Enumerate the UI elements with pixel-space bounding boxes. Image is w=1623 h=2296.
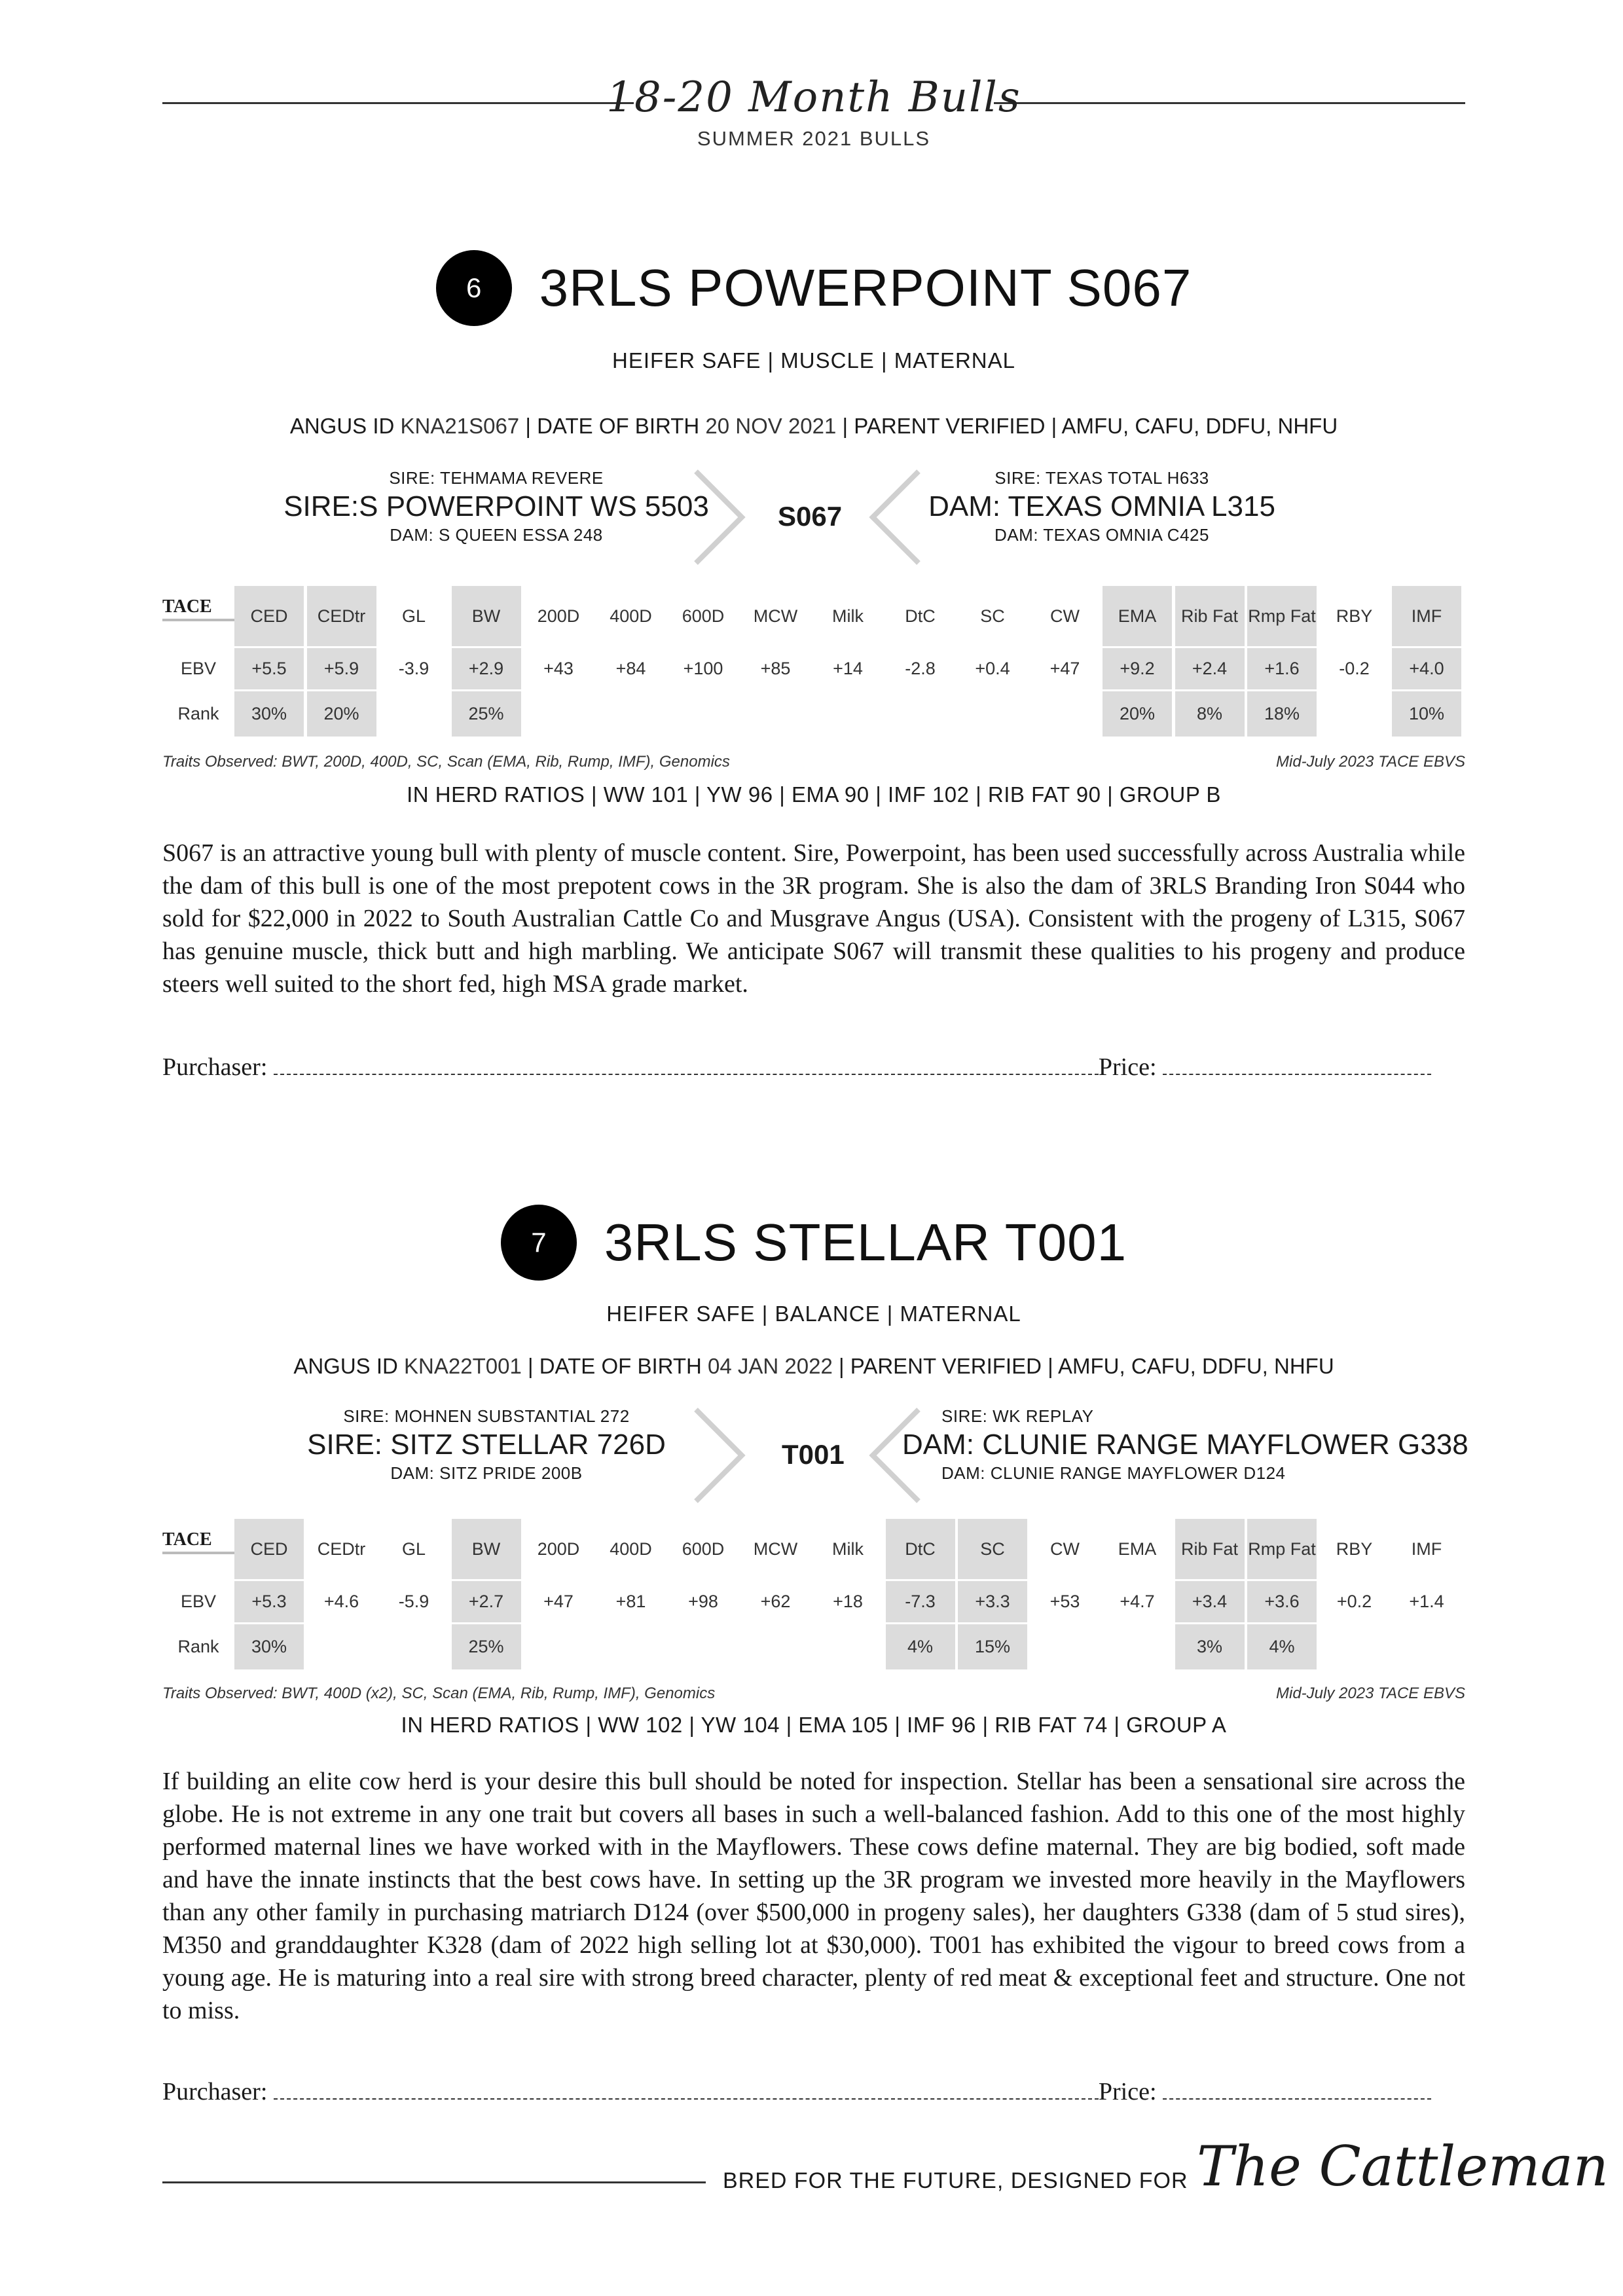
trait-header: CW [1050, 606, 1080, 626]
row-label-ebv: EBV [180, 659, 217, 678]
ebv-column-mcw [741, 586, 811, 737]
trait-rank [524, 1624, 593, 1669]
sire-label: SIRE: [283, 490, 359, 522]
trait-header: Rib Fat [1180, 606, 1239, 626]
trait-ebv: +5.9 [323, 659, 359, 678]
bull-tagline: HEIFER SAFE | BALANCE | MATERNAL [606, 1302, 1021, 1326]
ebv-column-rib-fat [1175, 1519, 1245, 1669]
dam-dam: DAM: CLUNIE RANGE MAYFLOWER D124 [941, 1463, 1286, 1483]
trait-header: RBY [1336, 1539, 1373, 1559]
ebv-table [162, 586, 1465, 737]
purchaser-field[interactable] [274, 2080, 1099, 2100]
dob-value: 04 JAN 2022 [708, 1354, 833, 1378]
trait-rank: 25% [468, 704, 504, 723]
trait-rank: 30% [251, 704, 287, 723]
trait-header: MCW [753, 606, 798, 626]
ebv-column-600d [668, 586, 738, 737]
trait-rank: 20% [1119, 704, 1156, 723]
dob-label: | DATE OF BIRTH [527, 1354, 702, 1378]
dam-name-line [902, 1427, 1468, 1463]
cell-divider [1392, 646, 1461, 648]
footer-text: BRED FOR THE FUTURE, DESIGNED FOR [723, 2168, 1188, 2193]
trait-rank [958, 691, 1027, 737]
ebv-column-imf [1392, 1519, 1461, 1669]
cell-divider [452, 1622, 521, 1624]
ebv-date: Mid-July 2023 TACE EBVS [1276, 1685, 1465, 1702]
cell-divider [234, 689, 304, 691]
trait-rank [596, 1624, 666, 1669]
cell-divider [1175, 646, 1245, 648]
trait-header: Milk [832, 606, 864, 626]
trait-rank: 25% [468, 1637, 504, 1656]
trait-ebv: -3.9 [398, 659, 429, 678]
sire-name: SITZ STELLAR 726D [390, 1429, 666, 1461]
dam-block [902, 468, 1302, 545]
price-field[interactable] [1163, 1055, 1431, 1075]
trait-ebv: +2.9 [468, 659, 504, 678]
ebv-column-ema [1103, 1519, 1172, 1669]
trait-ebv: +3.4 [1192, 1592, 1228, 1611]
trait-ebv: +0.4 [975, 659, 1010, 678]
trait-header: Rmp Fat [1248, 1539, 1316, 1559]
footer-rule [162, 2181, 706, 2183]
lot-number-badge: 7 [501, 1205, 577, 1281]
trait-header: DtC [905, 606, 936, 626]
trait-ebv: +2.7 [468, 1592, 504, 1611]
trait-header: BW [471, 606, 501, 626]
ebv-column-rby [1320, 586, 1389, 737]
ebv-column-imf [1392, 586, 1461, 737]
trait-header: BW [471, 1539, 501, 1559]
trait-header: 600D [682, 1539, 725, 1559]
trait-rank [813, 1624, 883, 1669]
dam-sire: SIRE: TEXAS TOTAL H633 [994, 468, 1209, 488]
trait-header: 400D [610, 1539, 652, 1559]
ebv-column-cedtr [307, 586, 376, 737]
in-herd-ratios: IN HERD RATIOS | WW 102 | YW 104 | EMA 105 | IMF 96 | RIB FAT 74 | GROUP A [401, 1713, 1227, 1737]
ebv-column-600d [668, 1519, 738, 1669]
angus-id-label: ANGUS ID [293, 1354, 398, 1378]
row-label-ebv: EBV [180, 1592, 217, 1611]
purchase-line [162, 1053, 1465, 1082]
ebv-column-cedtr [307, 1519, 376, 1669]
trait-header: IMF [1411, 606, 1442, 626]
trait-header: 400D [610, 606, 652, 626]
price-label: Price: [1098, 2078, 1157, 2105]
in-herd-ratios: IN HERD RATIOS | WW 101 | YW 96 | EMA 90 | IMF 102 | RIB FAT 90 | GROUP B [407, 782, 1221, 807]
sire-block [280, 468, 712, 545]
trait-header: SC [980, 606, 1005, 626]
ebv-column-bw [452, 586, 521, 737]
cell-divider [1103, 646, 1172, 648]
bull-tagline: HEIFER SAFE | MUSCLE | MATERNAL [612, 348, 1015, 373]
trait-ebv: +81 [615, 1592, 646, 1611]
bull-code: S067 [778, 501, 843, 532]
cell-divider [452, 646, 521, 648]
trait-header: CEDtr [317, 606, 366, 626]
pedigree [162, 468, 1465, 566]
trait-rank [307, 1624, 376, 1669]
trait-ebv: +62 [760, 1592, 791, 1611]
trait-ebv: +5.5 [251, 659, 287, 678]
sire-block [280, 1406, 693, 1484]
trait-ebv: +4.6 [323, 1592, 359, 1611]
trait-ebv: +2.4 [1192, 659, 1228, 678]
sire-name-line [280, 488, 712, 525]
cell-divider [1247, 1579, 1317, 1581]
dob-label: | DATE OF BIRTH [525, 414, 700, 438]
parent-verified: | PARENT VERIFIED | AMFU, CAFU, DDFU, NHFU [839, 1354, 1334, 1378]
header-subtitle: SUMMER 2021 BULLS [697, 127, 931, 150]
trait-ebv: +53 [1049, 1592, 1080, 1611]
trait-rank: 4% [1269, 1637, 1295, 1656]
tace-logo: TACE [162, 596, 212, 617]
purchase-line [162, 2077, 1465, 2106]
trait-rank: 18% [1264, 704, 1300, 723]
dam-label: DAM: [902, 1429, 974, 1461]
trait-header: CED [250, 1539, 288, 1559]
trait-rank [1030, 691, 1100, 737]
bull-name: 3RLS STELLAR T001 [604, 1213, 1127, 1271]
lot-title-row [162, 249, 1465, 327]
trait-ebv: +98 [688, 1592, 718, 1611]
trait-rank: 8% [1196, 704, 1223, 723]
trait-rank [1103, 1624, 1172, 1669]
trait-header: CW [1050, 1539, 1080, 1559]
trait-rank [1320, 691, 1389, 737]
angus-id-label: ANGUS ID [289, 414, 395, 438]
lot-6-section [162, 249, 1465, 1113]
trait-header: Rib Fat [1180, 1539, 1239, 1559]
bull-code: T001 [782, 1439, 845, 1470]
ebv-column-dtc [886, 1519, 955, 1669]
trait-rank [741, 1624, 811, 1669]
dam-sire: SIRE: WK REPLAY [941, 1406, 1094, 1426]
cell-divider [234, 646, 304, 648]
trait-rank: 15% [974, 1637, 1011, 1656]
ebv-column-rib-fat [1175, 586, 1245, 737]
dob-value: 20 NOV 2021 [705, 414, 837, 438]
page-footer [162, 2134, 1609, 2213]
ebv-column-200d [524, 1519, 593, 1669]
sire-sire: SIRE: TEHMAMA REVERE [389, 468, 604, 488]
trait-header: CED [250, 606, 288, 626]
trait-header: EMA [1118, 1539, 1157, 1559]
trait-header: 200D [537, 1539, 580, 1559]
trait-rank [379, 1624, 448, 1669]
cell-divider [958, 1579, 1027, 1581]
sire-dam: DAM: SITZ PRIDE 200B [390, 1463, 583, 1483]
cell-divider [886, 1622, 955, 1624]
trait-header: GL [401, 1539, 426, 1559]
cell-divider [1392, 689, 1461, 691]
trait-header: Milk [832, 1539, 864, 1559]
ebv-date: Mid-July 2023 TACE EBVS [1276, 753, 1465, 771]
sire-label: SIRE: [307, 1429, 383, 1461]
chevron-right-icon [693, 468, 752, 566]
cell-divider [1247, 689, 1317, 691]
price-field[interactable] [1163, 2080, 1431, 2100]
bull-description: S067 is an attractive young bull with plenty of muscle content. Sire, Powerpoint, has been used successfully across Australia while the dam of this bull is one of the most prepotent cows in the 3R program. She is also the dam of 3RLS Branding Iron S044 who sold for $22,000 in 2022 to South Australian Cattle Co and Musgrave Angus (USA). Consistent with the progeny of L315, S067 has genuine muscle, thick butt and high marbling. We anticipate S067 will transmit these qualities to his progeny and produce steers well suited to the short fed, high MSA grade market. [162, 839, 1465, 998]
tace-logo-mark [162, 619, 241, 621]
cell-divider [1175, 689, 1245, 691]
cell-divider [307, 646, 376, 648]
cell-divider [1175, 1622, 1245, 1624]
trait-ebv: +43 [543, 659, 574, 678]
purchaser-field[interactable] [274, 1055, 1099, 1075]
ebv-column-sc [958, 1519, 1027, 1669]
cell-divider [452, 1579, 521, 1581]
trait-ebv: +4.7 [1120, 1592, 1155, 1611]
trait-header: DtC [905, 1539, 936, 1559]
ebv-column-gl [379, 586, 448, 737]
ebv-column-ced [234, 586, 304, 737]
trait-ebv: +84 [615, 659, 646, 678]
trait-rank [379, 691, 448, 737]
trait-ebv: -7.3 [905, 1592, 936, 1611]
trait-rank: 20% [323, 704, 359, 723]
ebv-column-gl [379, 1519, 448, 1669]
ebv-column-400d [596, 1519, 666, 1669]
parent-verified: | PARENT VERIFIED | AMFU, CAFU, DDFU, NHFU [842, 414, 1338, 438]
traits-observed: Traits Observed: BWT, 200D, 400D, SC, Scan (EMA, Rib, Rump, IMF), Genomics [162, 753, 730, 771]
ebv-column-milk [813, 1519, 883, 1669]
trait-header: Rmp Fat [1248, 606, 1316, 626]
trait-rank [668, 691, 738, 737]
trait-ebv: +85 [760, 659, 791, 678]
chevron-right-icon [693, 1406, 752, 1504]
trait-ebv: +1.4 [1409, 1592, 1444, 1611]
trait-ebv: -2.8 [905, 659, 936, 678]
trait-rank [596, 691, 666, 737]
tace-logo: TACE [162, 1529, 212, 1550]
dam-block [902, 1406, 1468, 1484]
purchaser-label: Purchaser: [162, 2078, 268, 2105]
trait-ebv: -0.2 [1339, 659, 1370, 678]
row-label-rank: Rank [177, 704, 219, 723]
traits-observed-line [162, 753, 1465, 771]
dam-dam: DAM: TEXAS OMNIA C425 [994, 525, 1209, 545]
row-label-rank: Rank [177, 1637, 219, 1656]
trait-header: SC [980, 1539, 1005, 1559]
header-script-title: 18-20 Month Bulls [606, 73, 1021, 122]
trait-rank [668, 1624, 738, 1669]
trait-rank: 10% [1408, 704, 1445, 723]
trait-rank: 4% [907, 1637, 934, 1656]
trait-rank [886, 691, 955, 737]
ebv-column-dtc [886, 586, 955, 737]
trait-rank [1320, 1624, 1389, 1669]
price-label: Price: [1098, 1053, 1157, 1081]
trait-header: RBY [1336, 606, 1373, 626]
angus-id-line [162, 1354, 1465, 1379]
pedigree [162, 1406, 1468, 1504]
cell-divider [234, 1579, 304, 1581]
trait-header: 200D [537, 606, 580, 626]
trait-rank: 3% [1196, 1637, 1223, 1656]
traits-observed: Traits Observed: BWT, 400D (x2), SC, Scan (EMA, Rib, Rump, IMF), Genomics [162, 1685, 716, 1702]
ebv-column-ema [1103, 586, 1172, 737]
cell-divider [307, 689, 376, 691]
trait-ebv: +3.3 [975, 1592, 1010, 1611]
ebv-column-sc [958, 586, 1027, 737]
ebv-column-cw [1030, 586, 1100, 737]
trait-header: MCW [753, 1539, 798, 1559]
cell-divider [1175, 1579, 1245, 1581]
sire-dam: DAM: S QUEEN ESSA 248 [390, 525, 603, 545]
trait-ebv: +0.2 [1336, 1592, 1372, 1611]
dam-name-line [902, 488, 1302, 525]
trait-rank [813, 691, 883, 737]
tace-logo-mark [162, 1552, 241, 1554]
trait-ebv: +47 [543, 1592, 574, 1611]
ebv-column-milk [813, 586, 883, 737]
trait-header: CEDtr [317, 1539, 366, 1559]
trait-ebv: +14 [833, 659, 863, 678]
lot-number-badge: 6 [436, 250, 512, 326]
ebv-column-rmp-fat [1247, 586, 1317, 737]
trait-rank: 30% [251, 1637, 287, 1656]
trait-rank [524, 691, 593, 737]
angus-id-value: KNA21S067 [400, 414, 520, 438]
dam-name: TEXAS OMNIA L315 [1008, 490, 1275, 522]
trait-rank [1392, 1624, 1461, 1669]
sire-sire: SIRE: MOHNEN SUBSTANTIAL 272 [343, 1406, 630, 1426]
trait-ebv: +1.6 [1264, 659, 1300, 678]
ebv-column-mcw [741, 1519, 811, 1669]
sire-name-line [280, 1427, 693, 1463]
ebv-column-400d [596, 586, 666, 737]
sire-name: S POWERPOINT WS 5503 [359, 490, 709, 522]
lot-7-section [162, 1203, 1468, 2120]
cell-divider [1103, 689, 1172, 691]
cell-divider [958, 1622, 1027, 1624]
trait-ebv: +47 [1049, 659, 1080, 678]
traits-observed-line [162, 1685, 1465, 1703]
dam-label: DAM: [928, 490, 1001, 522]
angus-id-value: KNA22T001 [404, 1354, 522, 1378]
trait-ebv: +5.3 [251, 1592, 287, 1611]
bull-name: 3RLS POWERPOINT S067 [539, 259, 1192, 317]
ebv-column-rby [1320, 1519, 1389, 1669]
lot-title-row [162, 1203, 1465, 1282]
bull-description: If building an elite cow herd is your desire this bull should be noted for inspection. Stellar has been a sensational sire across the globe. He is not extreme in any one trait but covers all bases in such a well-balanced fashion. Add to this one of the most highly performed maternal lines we have worked with in the Mayflowers. These cows define maternal. They are big bodied, soft made and have the innate instincts that the best cows have. In setting up the 3R program we invested more heavily in the Mayflowers than any other family in purchasing matriarch D124 (over $500,000 in progeny sales), her daughters G338 (dam of 5 stud sires), M350 and granddaughter K328 (dam of 2022 high selling lot at $30,000). T001 has exhibited the vigour to breed cows from a young age. He is maturing into a real sire with strong breed character, plenty of red meat & exceptional feet and structure. One not to miss. [162, 1768, 1465, 2024]
ebv-column-rmp-fat [1247, 1519, 1317, 1669]
trait-header: GL [401, 606, 426, 626]
page-header [162, 73, 1465, 158]
dam-name: CLUNIE RANGE MAYFLOWER G338 [982, 1429, 1468, 1461]
ebv-column-ced [234, 1519, 304, 1669]
cell-divider [234, 1622, 304, 1624]
trait-ebv: +100 [683, 659, 723, 678]
trait-header: 600D [682, 606, 725, 626]
trait-ebv: +9.2 [1120, 659, 1155, 678]
purchaser-label: Purchaser: [162, 1053, 268, 1081]
cell-divider [452, 689, 521, 691]
trait-ebv: +4.0 [1409, 659, 1444, 678]
trait-header: EMA [1118, 606, 1157, 626]
trait-ebv: +3.6 [1264, 1592, 1300, 1611]
cell-divider [886, 1579, 955, 1581]
trait-rank [1030, 1624, 1100, 1669]
ebv-column-bw [452, 1519, 521, 1669]
footer-script: The Cattleman [1197, 2134, 1609, 2198]
cell-divider [1247, 1622, 1317, 1624]
trait-rank [741, 691, 811, 737]
trait-ebv: -5.9 [398, 1592, 429, 1611]
ebv-column-cw [1030, 1519, 1100, 1669]
ebv-column-200d [524, 586, 593, 737]
ebv-table [162, 1519, 1465, 1669]
trait-ebv: +18 [833, 1592, 863, 1611]
cell-divider [1247, 646, 1317, 648]
trait-header: IMF [1411, 1539, 1442, 1559]
angus-id-line [162, 414, 1465, 439]
